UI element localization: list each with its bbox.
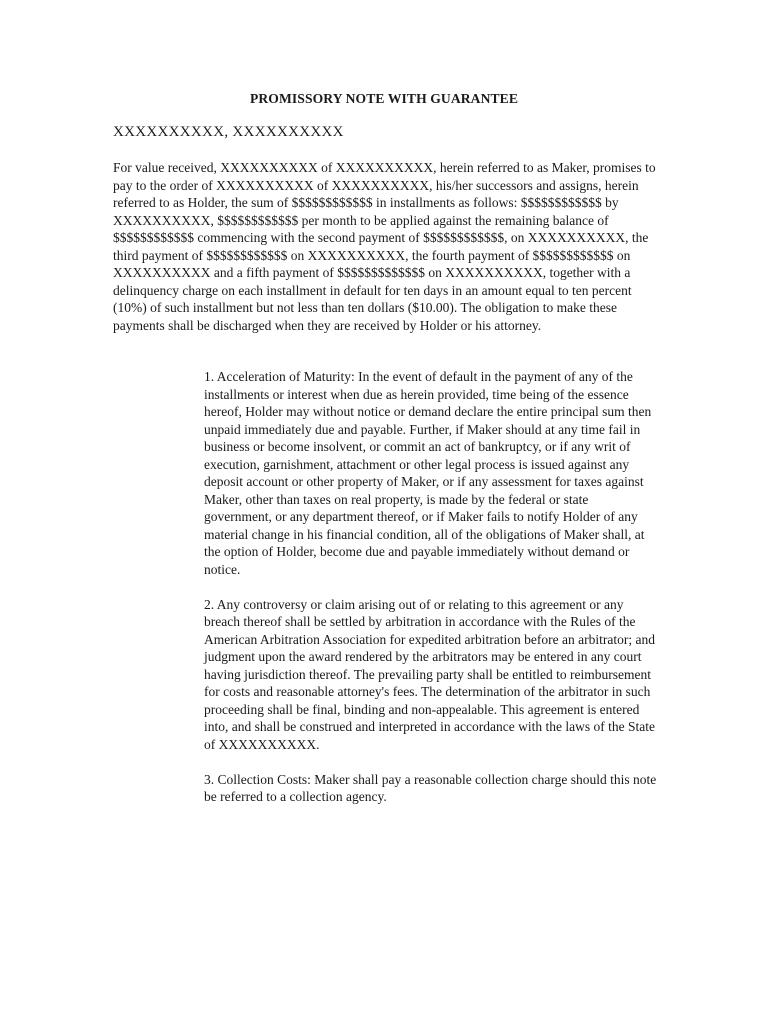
- clause-arbitration: 2. Any controversy or claim arising out of or relating to this agreement or any breach thereof shall be settled by arbitration in accordance with the Rules of the American Arbitration Association for expedited arbitration before an arbitrator; and judgment upon the award rendered by the arbitrators may be entered in any court having jurisdiction thereof. The prevailing party shall be entitled to reimbursement for costs and reasonable attorney's fees. The determination of the arbitrator in such proceeding shall be final, binding and non-appealable. This agreement is entered into, and shall be construed and interpreted in accordance with the laws of the State of XXXXXXXXXX.: [204, 596, 655, 752]
- opening-paragraph: For value received, XXXXXXXXXX of XXXXXXXXXX, herein referred to as Maker, promises to pay to the order of XXXXXXXXXX of XXXXXXXXXX, his/her successors and assigns, herein referred to as Holder, the sum of $$$$$$$$$$$$ in installments as follows: $$$$$$$$$$$$ by XXXXXXXXXX, $$$$$$$$$$$$ per month to be applied against the remaining balance of $$$$$$$$$$$$ commencing with the second payment of $$$$$$$$$$$$, on XXXXXXXXXX, the third payment of $$$$$$$$$$$$ on XXXXXXXXXX, the fourth payment of $$$$$$$$$$$$ on XXXXXXXXXX and a fifth payment of $$$$$$$$$$$$$ on XXXXXXXXXX, together with a delinquency charge on each installment in default for ten days in an amount equal to ten percent (10%) of such installment but not less than ten dollars ($10.00). The obligation to make these payments shall be discharged when they are received by Holder or his attorney.: [113, 160, 656, 333]
- clause-collection-costs: 3. Collection Costs: Maker shall pay a reasonable collection charge should this note be referred to a collection agency.: [204, 771, 657, 804]
- document-title: PROMISSORY NOTE WITH GUARANTEE: [249, 91, 519, 106]
- clause-acceleration-of-maturity: 1. Acceleration of Maturity: In the event of default in the payment of any of the installments or interest when due as herein provided, time being of the essence hereof, Holder may without notice or demand declare the entire principal sum then unpaid immediately due and payable. Further, if Maker should at any time fail in business or become insolvent, or commit an act of bankruptcy, or if any writ of execution, garnishment, attachment or other legal process is issued against any deposit account or other property of Maker, or if any assessment for taxes against Maker, other than taxes on real property, is made by the federal or state government, or any department thereof, or if Maker fails to notify Holder of any material change in his financial condition, all of the obligations of Maker shall, at the option of Holder, become due and payable immediately without demand or notice.: [204, 369, 652, 577]
- clauses-section: [204, 368, 658, 823]
- place-date-line: XXXXXXXXXX, XXXXXXXXXX: [113, 124, 344, 140]
